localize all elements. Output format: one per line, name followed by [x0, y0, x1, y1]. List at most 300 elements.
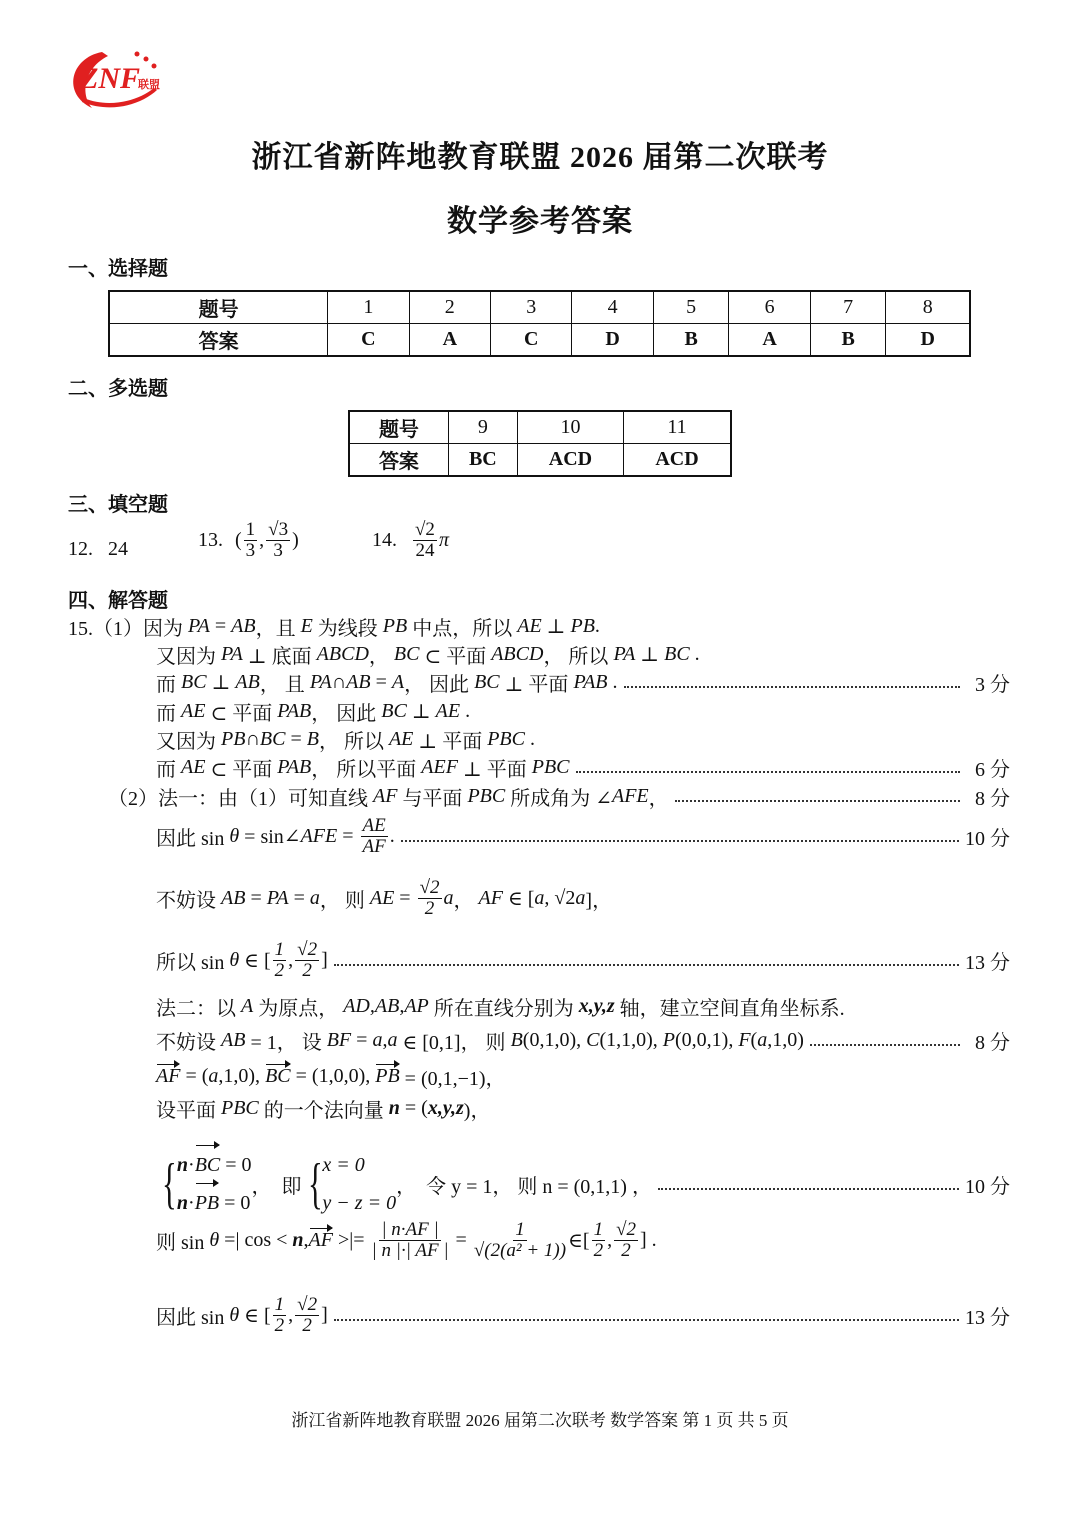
- math-symbol: PAB: [277, 755, 312, 778]
- text: ，: [453, 889, 479, 912]
- dotted-leader: [334, 1319, 959, 1321]
- math-symbol: AB: [235, 670, 260, 693]
- paren: (: [235, 528, 242, 551]
- numerator: √2: [297, 938, 318, 960]
- text: 的一个法向量: [258, 1099, 389, 1122]
- svg-text:联盟: 联盟: [138, 78, 160, 91]
- question-number: 2: [409, 291, 490, 324]
- dotted-leader: [624, 686, 960, 688]
- answer-cell: B: [810, 324, 886, 357]
- dotted-leader: [675, 800, 960, 802]
- fraction: [372, 1220, 449, 1261]
- math-symbol: PBC: [221, 1096, 259, 1119]
- text: ,1,0),: [218, 1064, 266, 1087]
- section-heading-fill: 三、填空题: [68, 494, 168, 516]
- text: .: [607, 670, 618, 693]
- text: ，: [368, 645, 394, 668]
- denominator: 3: [245, 539, 256, 561]
- text: ∈ [: [502, 887, 535, 910]
- equation-system: [177, 1146, 252, 1222]
- text: ⊥ 平面: [499, 673, 574, 696]
- text: ,: [288, 948, 294, 971]
- math-symbol: BC: [664, 642, 690, 665]
- text: ⊂ 平面: [205, 758, 278, 781]
- line-content: [156, 1295, 328, 1336]
- fraction: [361, 816, 388, 857]
- math-symbol: AEF: [421, 755, 458, 778]
- line-content: [108, 782, 669, 811]
- row-label: 题号: [349, 411, 448, 444]
- line-content: [156, 1220, 657, 1261]
- math-symbol: PAB: [573, 670, 608, 693]
- numerator: √2: [415, 519, 435, 540]
- question-number: 5: [653, 291, 729, 324]
- math-symbol: a: [534, 886, 545, 909]
- text: ⊥ 底面: [242, 645, 317, 668]
- text: =: [288, 886, 310, 909]
- table-row: [349, 444, 731, 477]
- section-heading-solution: 四、解答题: [68, 590, 168, 612]
- solution-line: [156, 1144, 1010, 1224]
- score-label: 3 分: [975, 673, 1010, 696]
- text: ,: [382, 1028, 388, 1051]
- vector-symbol: n: [388, 1096, 400, 1119]
- question-number: 8: [886, 291, 970, 324]
- question-label: 13.: [198, 528, 223, 551]
- line-content: [156, 816, 395, 857]
- left-brace: {: [162, 1153, 177, 1215]
- vector: BC: [195, 1146, 221, 1184]
- math-symbol: a: [443, 886, 454, 909]
- text: (0,1,0),: [522, 1028, 587, 1051]
- comma: ,: [259, 528, 265, 551]
- math-symbol: AE: [369, 886, 395, 909]
- text: = (0,1,−1)，: [399, 1067, 506, 1090]
- math-symbol: AB: [221, 886, 246, 909]
- fill-answer-14: [372, 520, 449, 561]
- solution-line: [156, 878, 1010, 918]
- text: (: [750, 1028, 758, 1051]
- numerator: 1: [245, 519, 256, 540]
- fraction: [244, 520, 258, 561]
- text: .: [689, 642, 700, 665]
- znf-logo: [62, 44, 172, 116]
- fraction: [295, 1295, 319, 1336]
- math-symbol: E: [300, 614, 313, 637]
- text: ,: [303, 1228, 309, 1251]
- math-symbol: AB: [221, 1028, 246, 1051]
- table-row: [349, 411, 731, 444]
- math-symbol: a: [309, 886, 320, 909]
- score-label: 10 分: [965, 827, 1010, 850]
- math-symbol: a: [575, 886, 586, 909]
- math-symbol: PB: [221, 727, 246, 750]
- text: 不妨设: [156, 1031, 221, 1054]
- denominator: 2: [274, 959, 285, 981]
- math-symbol: PA: [266, 886, 289, 909]
- math-symbol: PA: [613, 642, 636, 665]
- math-symbol: AB: [346, 670, 371, 693]
- text: ∩: [331, 670, 347, 693]
- math-symbol: a: [208, 1064, 219, 1087]
- dotted-leader: [334, 964, 959, 966]
- paren: ): [292, 528, 299, 551]
- denominator: 3: [273, 539, 283, 561]
- text: 中点，所以: [407, 617, 518, 640]
- denominator: | n |·| AF |: [371, 1239, 449, 1261]
- question-number: 11: [624, 411, 731, 444]
- vector: PB: [375, 1064, 400, 1087]
- fraction: [266, 520, 290, 561]
- question-number: 1: [328, 291, 409, 324]
- text: 又因为: [156, 645, 221, 668]
- math-symbol: ABCD: [316, 642, 369, 665]
- question-number: 9: [448, 411, 517, 444]
- row-label: 答案: [109, 324, 328, 357]
- document-subtitle: 数学参考答案: [447, 205, 633, 238]
- math-symbol: PAB: [277, 699, 312, 722]
- line-content: [156, 940, 328, 981]
- answer-value: 24: [108, 538, 128, 560]
- dotted-leader: [810, 1044, 960, 1046]
- math-symbol: AB: [231, 614, 256, 637]
- numerator: | n·AF |: [381, 1218, 439, 1240]
- text: ∈[: [568, 1229, 590, 1252]
- text: 为线段: [312, 617, 383, 640]
- text: ,1,0): [767, 1028, 804, 1051]
- score-label: 13 分: [965, 1306, 1010, 1329]
- fill-answer-12: [68, 538, 128, 561]
- text: =: [450, 1228, 472, 1251]
- text: ,: [288, 1303, 294, 1326]
- math-symbol: a: [372, 1028, 383, 1051]
- math-symbol: B: [510, 1028, 523, 1051]
- numerator: √2: [419, 876, 440, 898]
- text: =: [209, 614, 232, 637]
- math-symbol: P: [662, 1028, 675, 1051]
- fraction: [614, 1220, 638, 1261]
- math-symbol: BC: [181, 670, 207, 693]
- text: ⊥ 平面: [413, 730, 488, 753]
- solution-line: [156, 940, 1010, 980]
- fraction: [413, 520, 437, 561]
- equation: x = 0: [322, 1154, 365, 1176]
- text: =: [370, 670, 392, 693]
- math-symbol: BF: [326, 1028, 352, 1051]
- denominator: 2: [593, 1239, 604, 1261]
- fraction: [273, 940, 287, 981]
- text: ∈ [: [239, 949, 271, 972]
- solution-line: [156, 1020, 1010, 1060]
- text: ， 因此: [404, 673, 475, 696]
- text: =| cos <: [219, 1228, 293, 1251]
- fraction: [295, 940, 319, 981]
- left-brace: {: [307, 1153, 323, 1215]
- math-symbol: AF: [478, 886, 503, 909]
- text: ⊥: [635, 643, 665, 666]
- vector: AF: [156, 1064, 181, 1087]
- answer-cell: D: [572, 324, 653, 357]
- math-symbol: AE: [435, 699, 461, 722]
- text: ⊥ 平面: [457, 758, 532, 781]
- text: (0,0,1),: [675, 1028, 739, 1051]
- text: ]，: [585, 889, 613, 912]
- numerator: √3: [268, 519, 289, 540]
- text: ∈ [: [239, 1304, 271, 1327]
- text: = 1， 设: [245, 1031, 327, 1054]
- answer-cell: B: [653, 324, 729, 357]
- text: =: [351, 1028, 373, 1051]
- fill-answer-13: [198, 520, 299, 561]
- text: (1,1,0),: [599, 1028, 663, 1051]
- page-footer: 浙江省新阵地教育联盟 2026 届第二次联考 数学答案 第 1 页 共 5 页: [291, 1411, 789, 1430]
- vector-symbol: n: [176, 1192, 189, 1214]
- text: 法二：以: [156, 997, 241, 1020]
- numerator: 1: [515, 1218, 525, 1240]
- dotted-leader: [401, 840, 959, 842]
- denominator: 24: [415, 539, 435, 561]
- text: 为原点，: [253, 997, 344, 1020]
- text: 因此 sin: [156, 1306, 230, 1329]
- answer-cell: A: [729, 324, 810, 357]
- text: )，: [463, 1099, 491, 1122]
- text: 所在直线分别为: [428, 997, 579, 1020]
- math-symbol: BC: [474, 670, 500, 693]
- text: 而: [156, 758, 181, 781]
- equation: y − z = 0: [322, 1192, 397, 1214]
- solution-line: [156, 1088, 1010, 1128]
- vector: PB: [195, 1184, 219, 1222]
- denominator: 2: [302, 1314, 312, 1336]
- text: 而: [156, 702, 181, 725]
- section-heading-multi: 二、多选题: [68, 378, 168, 400]
- math-symbol: C: [586, 1028, 600, 1051]
- text: ， 所以: [318, 730, 389, 753]
- text: 设平面: [156, 1099, 221, 1122]
- vector: BC: [265, 1064, 291, 1087]
- text: ⊥: [206, 671, 236, 694]
- question-number: 3: [491, 291, 572, 324]
- row-label: 题号: [109, 291, 328, 324]
- text: 又因为: [156, 730, 221, 753]
- math-symbol: AE: [181, 699, 206, 722]
- numerator: 1: [593, 1218, 604, 1240]
- math-symbol: BC: [259, 727, 286, 750]
- text: =: [394, 886, 416, 909]
- text: ⊥: [541, 615, 571, 638]
- question-number: 4: [572, 291, 653, 324]
- score-label: 10 分: [965, 1175, 1010, 1198]
- answer-cell: ACD: [624, 444, 731, 477]
- numerator: 1: [274, 938, 285, 960]
- math-symbol: BC: [381, 699, 407, 722]
- question-number: 6: [729, 291, 810, 324]
- text: =: [285, 727, 307, 750]
- math-symbol: ABCD: [491, 642, 544, 665]
- math-symbol: BC: [393, 642, 420, 665]
- text: .: [389, 824, 395, 847]
- math-symbol: θ: [229, 824, 240, 847]
- text: = (: [399, 1096, 428, 1119]
- answer-cell: ACD: [517, 444, 623, 477]
- math-symbol: θ: [209, 1228, 220, 1251]
- section-heading-choice: 一、选择题: [68, 258, 168, 280]
- text: = 0: [219, 1192, 251, 1214]
- score-label: 8 分: [975, 1031, 1010, 1054]
- solution-line: [156, 1220, 1010, 1260]
- text: ， 则: [319, 889, 370, 912]
- score-label: 13 分: [965, 951, 1010, 974]
- text: .: [524, 727, 535, 750]
- math-symbol: θ: [229, 1303, 240, 1326]
- numerator: √2: [616, 1218, 636, 1240]
- text: ∩: [245, 727, 260, 750]
- table-row: [109, 324, 970, 357]
- text: .: [594, 614, 600, 637]
- math-symbol: AE: [181, 755, 206, 778]
- text: =: [337, 824, 359, 847]
- math-symbol: θ: [229, 948, 240, 971]
- text: ， 因此: [311, 702, 382, 725]
- answer-cell: C: [328, 324, 409, 357]
- text: ,: [607, 1228, 613, 1251]
- text: = 0: [220, 1154, 252, 1176]
- answer-cell: C: [491, 324, 572, 357]
- vector-symbol: x,y,z: [578, 994, 615, 1017]
- math-symbol: PA: [188, 614, 210, 637]
- text: ， 所以: [543, 645, 614, 668]
- dotted-leader: [658, 1188, 959, 1190]
- math-symbol: A: [241, 994, 254, 1017]
- text: 与平面: [397, 787, 468, 810]
- math-symbol: AFE: [611, 784, 649, 807]
- text: 所成角为 ∠: [505, 787, 612, 810]
- text: ⊥: [406, 700, 436, 723]
- fraction: [273, 1295, 287, 1336]
- text: 而: [156, 673, 181, 696]
- math-symbol: AF: [373, 784, 398, 807]
- pi-symbol: π: [438, 528, 449, 551]
- text: .: [460, 699, 471, 722]
- text: ，且: [255, 617, 301, 640]
- denominator: 2: [274, 1314, 285, 1336]
- text: ， 即: [251, 1175, 302, 1198]
- vector: AF: [308, 1228, 333, 1251]
- math-symbol: PA: [309, 670, 332, 693]
- text: ，: [648, 787, 669, 810]
- fraction: [418, 878, 442, 919]
- text: ] .: [640, 1228, 657, 1251]
- line-content: [156, 1146, 652, 1222]
- question-number: 7: [810, 291, 886, 324]
- text: ， 令 y = 1， 则 n = (0,1,1) ，: [396, 1175, 652, 1198]
- text: 所以 sin: [156, 951, 230, 974]
- answer-cell: D: [886, 324, 970, 357]
- text: 因此 sin: [156, 827, 230, 850]
- math-symbol: A: [391, 670, 405, 693]
- question-label: 12.: [68, 538, 93, 560]
- text: , √2: [544, 886, 576, 909]
- choice-answer-table: [108, 290, 971, 357]
- text: = (1,0,0),: [290, 1064, 376, 1087]
- math-symbol: F: [738, 1028, 751, 1051]
- vector-symbol: n: [292, 1228, 304, 1251]
- denominator: 2: [302, 959, 312, 981]
- equation-system: [322, 1146, 396, 1222]
- question-label: 14.: [372, 528, 397, 551]
- text: ·: [188, 1192, 195, 1214]
- line-content: [156, 1062, 506, 1091]
- line-content: [156, 1026, 804, 1055]
- row-label: 答案: [349, 444, 448, 477]
- vector-symbol: n: [176, 1154, 189, 1176]
- text: 轴，建立空间直角坐标系.: [614, 997, 845, 1020]
- numerator: AE: [362, 814, 386, 836]
- math-symbol: PBC: [467, 784, 506, 807]
- text: = (: [180, 1064, 209, 1087]
- svg-text:ZNF: ZNF: [80, 62, 140, 95]
- text: （2）法一：由（1）可知直线: [108, 787, 373, 810]
- answer-cell: BC: [448, 444, 517, 477]
- fraction: [592, 1220, 606, 1261]
- text: ]: [321, 948, 328, 971]
- multi-answer-table: [348, 410, 732, 477]
- math-symbol: PB: [570, 614, 595, 637]
- math-symbol: AD,AB,AP: [343, 994, 429, 1017]
- math-symbol: PBC: [531, 755, 570, 778]
- math-symbol: AE: [517, 614, 542, 637]
- solution-line: [156, 816, 1010, 856]
- denominator: √(2(a² + 1)): [473, 1239, 567, 1261]
- math-symbol: AFE: [300, 824, 338, 847]
- text: ⊂ 平面: [205, 702, 278, 725]
- math-symbol: PBC: [487, 727, 525, 750]
- math-symbol: PB: [382, 614, 408, 637]
- vector-symbol: x,y,z: [427, 1096, 464, 1119]
- solution-line: [156, 1295, 1010, 1335]
- line-content: [156, 1094, 490, 1123]
- table-row: [109, 291, 970, 324]
- solution-line: [108, 776, 1010, 816]
- line-content: [156, 878, 612, 919]
- document-title: 浙江省新阵地教育联盟 2026 届第二次联考: [251, 141, 829, 174]
- numerator: 1: [274, 1293, 285, 1315]
- score-label: 8 分: [975, 787, 1010, 810]
- line-content: [156, 992, 845, 1021]
- dotted-leader: [576, 771, 960, 773]
- fraction: [474, 1220, 566, 1261]
- text: ， 所以平面: [311, 758, 422, 781]
- math-symbol: B: [306, 727, 319, 750]
- text: 则 sin: [156, 1231, 210, 1254]
- text: 不妨设: [156, 889, 221, 912]
- text: =: [245, 886, 267, 909]
- math-symbol: a: [757, 1028, 768, 1051]
- math-symbol: a: [387, 1028, 398, 1051]
- text: = sin∠: [239, 825, 301, 848]
- score-label: 6 分: [975, 758, 1010, 781]
- math-symbol: AE: [388, 727, 414, 750]
- denominator: 2: [621, 1239, 631, 1261]
- denominator: AF: [362, 835, 386, 857]
- equation: [177, 1184, 252, 1222]
- text: ∈ [0,1]， 则: [397, 1031, 511, 1054]
- math-symbol: PA: [221, 642, 243, 665]
- text: 15.（1）因为: [68, 617, 188, 640]
- text: ⊂ 平面: [419, 645, 492, 668]
- numerator: √2: [297, 1293, 318, 1315]
- text: ·: [188, 1154, 195, 1176]
